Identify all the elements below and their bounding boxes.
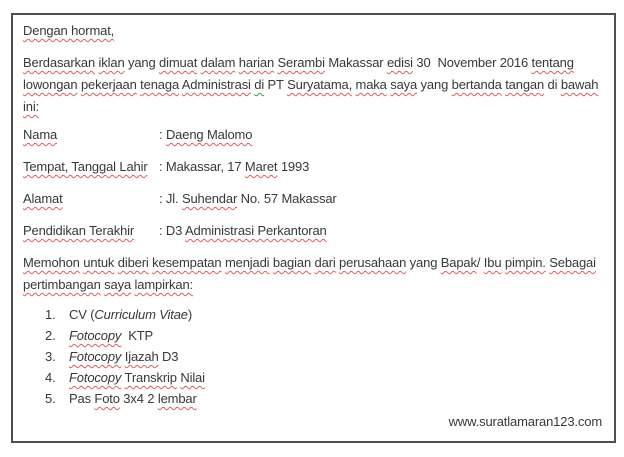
flagged-word: pimpin. (504, 255, 546, 270)
flagged-word: Administrasi (181, 77, 251, 92)
flagged-word: lampirkan: (134, 277, 193, 292)
text-run: CV ( (69, 307, 95, 322)
text-run: yang (124, 55, 160, 70)
text-run: PT (264, 77, 288, 92)
flagged-word: pertimbangan (23, 277, 101, 292)
flagged-word: Berdasarkan (23, 55, 96, 70)
text-line (23, 252, 604, 274)
list-item-number: 4. (45, 370, 56, 385)
flagged-word: saya (390, 77, 418, 92)
text-line (23, 20, 604, 42)
text-run: 3x4 2 (119, 391, 158, 406)
list-item (45, 367, 604, 388)
flagged-word: Nilai (180, 370, 205, 385)
flagged-word: tentang (531, 55, 574, 70)
field-value (159, 124, 252, 146)
field-row (23, 156, 604, 178)
text-run: Pas (69, 391, 95, 406)
flagged-word: Dengan hormat, (23, 23, 115, 38)
text-run: : Makassar, 17 (159, 159, 245, 174)
flagged-word: Alamat (23, 191, 63, 206)
flagged-word: Maret (244, 159, 278, 174)
flagged-word: iklan (98, 55, 125, 70)
field-value (159, 188, 337, 210)
text-run: No. 57 Makassar (237, 191, 337, 206)
text-line (23, 274, 604, 296)
text-run: : (159, 127, 166, 142)
list-item-text (69, 304, 192, 325)
text-run: / (476, 255, 484, 270)
flagged-word: Fotocopy (69, 328, 122, 343)
flagged-word: Bapak (440, 255, 477, 270)
flagged-word: Tempat, Tanggal Lahir (23, 159, 148, 174)
list-item (45, 388, 604, 409)
letter-page (11, 13, 616, 443)
flagged-word: Administrasi Perkantoran (185, 223, 327, 238)
list-item (45, 346, 604, 367)
attachment-list (23, 304, 604, 409)
flagged-word: perusahaan (339, 255, 407, 270)
flagged-word: Memohon (23, 255, 80, 270)
flagged-word: dalam (200, 55, 236, 70)
flagged-word: untuk (83, 255, 115, 270)
list-item-text (69, 346, 178, 367)
flagged-word: Suryatama, (287, 77, 353, 92)
list-item-text (69, 325, 153, 346)
applicant-details-fields (23, 124, 604, 242)
flagged-word: saya (104, 277, 132, 292)
flagged-word: maka (355, 77, 387, 92)
flagged-word: lowongan (23, 77, 78, 92)
flagged-word: diberi (117, 255, 149, 270)
field-row (23, 188, 604, 210)
flagged-word: kesempatan (152, 255, 222, 270)
closing-paragraph (23, 252, 604, 296)
field-label (23, 156, 159, 178)
text-run: D3 (158, 349, 179, 364)
flagged-word: pekerjaan (80, 77, 137, 92)
flagged-word: edisi (386, 55, 413, 70)
text-line (23, 74, 604, 96)
flagged-word: ini: (23, 99, 40, 114)
list-item-text (69, 367, 205, 388)
flagged-word: Sebagai (549, 255, 596, 270)
flagged-word: bertanda (451, 77, 502, 92)
flagged-word: Fotocopy (69, 370, 122, 385)
list-item-number: 3. (45, 349, 56, 364)
text-line (23, 52, 604, 74)
salutation-paragraph (23, 20, 604, 42)
flagged-word: Transkrip (124, 370, 177, 385)
flagged-word: di (254, 77, 265, 92)
flagged-word: lembar (157, 391, 197, 406)
flagged-word: dari (314, 255, 336, 270)
flagged-word: tangan (505, 77, 545, 92)
text-run: Makassar (324, 55, 387, 70)
flagged-word: Fotocopy (69, 349, 122, 364)
text-run: : Jl. (159, 191, 182, 206)
field-label (23, 220, 159, 242)
text-run: KTP (121, 328, 154, 343)
field-label (23, 188, 159, 210)
text-run: : D3 (159, 223, 185, 238)
field-row (23, 124, 604, 146)
text-run: Curriculum Vitae (94, 307, 188, 322)
flagged-word: harian (238, 55, 275, 70)
field-row (23, 220, 604, 242)
field-label (23, 124, 159, 146)
flagged-word: Nama (23, 127, 58, 142)
flagged-word: dimuat (159, 55, 198, 70)
text-run: yang (406, 255, 441, 270)
list-item (45, 325, 604, 346)
text-run: ) (187, 307, 193, 322)
flagged-word: Ijazah (124, 349, 159, 364)
list-item-text (69, 388, 197, 409)
field-value (159, 220, 327, 242)
text-run: di (544, 77, 561, 92)
flagged-word: bagian (272, 255, 312, 270)
website-url: www.suratlamaran123.com (448, 414, 602, 429)
text-line (23, 96, 604, 118)
flagged-word: Pendidikan Terakhir (23, 223, 135, 238)
list-item-number: 5. (45, 391, 56, 406)
list-item (45, 304, 604, 325)
text-run: 30 November 2016 (412, 55, 532, 70)
text-run: 1993 (277, 159, 310, 174)
flagged-word: Foto (94, 391, 120, 406)
text-run: yang (417, 77, 452, 92)
list-item-number: 2. (45, 328, 56, 343)
flagged-word: menjadi (224, 255, 270, 270)
flagged-word: tenaga (140, 77, 180, 92)
flagged-word: Daeng Malomo (165, 127, 253, 142)
opening-paragraph (23, 52, 604, 118)
flagged-word: Serambi (277, 55, 325, 70)
flagged-word: Suhendar (181, 191, 238, 206)
list-item-number: 1. (45, 307, 56, 322)
flagged-word: bawah (560, 77, 599, 92)
flagged-word: Ibu (483, 255, 502, 270)
field-value (159, 156, 309, 178)
